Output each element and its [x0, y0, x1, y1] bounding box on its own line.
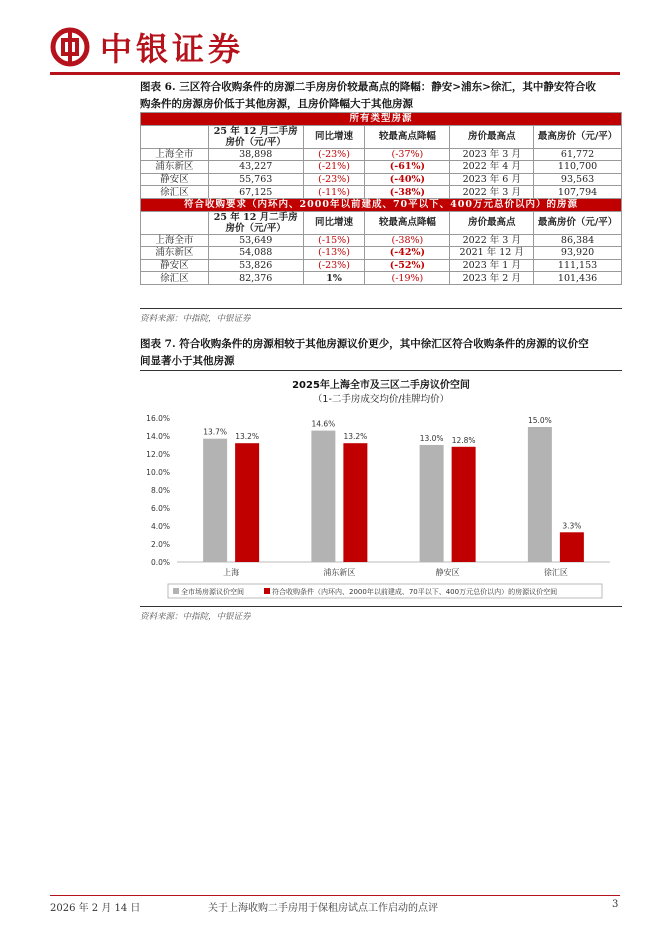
data-label: 12.8% [451, 435, 476, 445]
cell-drop: (-37%) [365, 148, 450, 161]
data-label: 13.2% [343, 432, 368, 442]
cell-yoy: (-11%) [303, 186, 365, 199]
chart-svg [140, 370, 622, 605]
bar-eligible-listings [560, 532, 584, 562]
data-label: 13.0% [419, 434, 444, 443]
cell-yoy: (-13%) [303, 247, 365, 260]
cell-area: 徐汇区 [141, 272, 209, 285]
cell-max: 110,700 [534, 161, 622, 174]
table-row [141, 247, 622, 260]
col-header-drop: 较最高点降幅 [365, 125, 450, 148]
cell-max: 61,772 [534, 148, 622, 161]
cell-drop: (-40%) [365, 173, 450, 186]
figure6-table-wrap [140, 112, 622, 285]
cell-peak: 2023 年 6 月 [450, 173, 534, 186]
figure7-bottom-rule [140, 606, 622, 607]
cell-price: 53,649 [208, 234, 303, 247]
y-tick-label: 0.0% [150, 558, 170, 567]
y-tick-label: 2.0% [150, 540, 170, 549]
cell-area: 静安区 [141, 173, 209, 186]
y-tick-label: 10.0% [146, 468, 170, 477]
col-header-price-line2: 房价（元/平） [225, 222, 286, 234]
bar-eligible-listings [235, 443, 259, 562]
column-header-row [141, 211, 622, 234]
footer-doc-title: 关于上海收购二手房用于保租房试点工作启动的点评 [208, 903, 438, 914]
bank-logo-icon [50, 27, 90, 67]
cell-max: 107,794 [534, 186, 622, 199]
cell-peak: 2023 年 2 月 [450, 272, 534, 285]
cell-drop: (-38%) [365, 234, 450, 247]
cell-drop: (-19%) [365, 272, 450, 285]
cell-drop: (-61%) [365, 161, 450, 174]
section-header: 所有类型房源 [141, 113, 622, 126]
cell-area: 上海全市 [141, 234, 209, 247]
cell-drop: (-42%) [365, 247, 450, 260]
cell-peak: 2023 年 3 月 [450, 148, 534, 161]
figure6-source: 资料来源：中指院，中银证券 [140, 314, 251, 324]
col-header-price-line2: 房价（元/平） [225, 136, 286, 148]
cell-drop: (-52%) [365, 259, 450, 272]
cell-price: 54,088 [208, 247, 303, 260]
x-tick-label: 上海 [223, 568, 240, 577]
figure6-bottom-rule [140, 308, 622, 309]
table-row [141, 148, 622, 161]
cell-yoy: (-23%) [303, 259, 365, 272]
cell-price: 67,125 [208, 186, 303, 199]
cell-peak: 2022 年 4 月 [450, 161, 534, 174]
cell-yoy: (-15%) [303, 234, 365, 247]
cell-price: 38,898 [208, 148, 303, 161]
col-header-price-line1: 25 年 12 月二手房 [213, 125, 298, 137]
brand-name: 中银证券 [100, 30, 245, 68]
cell-area: 浦东新区 [141, 247, 209, 260]
data-label: 15.0% [527, 416, 552, 425]
cell-peak: 2023 年 1 月 [450, 259, 534, 272]
figure6-title-line1: 图表 6. 三区符合收购条件的房源二手房房价较最高点的降幅：静安>浦东>徐汇，其中静安符合收 [140, 81, 596, 93]
footer-rule [50, 895, 620, 896]
cell-max: 101,436 [534, 272, 622, 285]
x-tick-label: 徐汇区 [543, 568, 568, 577]
cell-price: 55,763 [208, 173, 303, 186]
y-tick-label: 12.0% [146, 450, 170, 459]
header-rule [50, 72, 620, 75]
figure6-title [140, 79, 622, 113]
table-row [141, 234, 622, 247]
bar-all-listings [528, 427, 552, 562]
cell-max: 93,920 [534, 247, 622, 260]
figure7-title [140, 336, 622, 370]
col-header-area [141, 211, 209, 234]
col-header-max: 最高房价（元/平） [534, 211, 622, 234]
chart-subtitle: （1-二手房成交均价/挂牌均价） [312, 394, 450, 405]
y-tick-label: 16.0% [146, 414, 170, 423]
col-header-max: 最高房价（元/平） [534, 125, 622, 148]
cell-price: 82,376 [208, 272, 303, 285]
cell-price: 53,826 [208, 259, 303, 272]
cell-peak: 2022 年 3 月 [450, 186, 534, 199]
col-header-yoy: 同比增速 [303, 125, 365, 148]
bar-eligible-listings [452, 447, 476, 562]
y-tick-label: 6.0% [150, 504, 170, 513]
cell-yoy: (-23%) [303, 173, 365, 186]
col-header-price-line1: 25 年 12 月二手房 [213, 211, 298, 223]
bar-all-listings [311, 431, 335, 562]
col-header-price [208, 211, 303, 234]
bar-eligible-listings [343, 443, 367, 562]
cell-peak: 2021 年 12 月 [450, 247, 534, 260]
figure7-title-line1: 图表 7. 符合收购条件的房源相较于其他房源议价更少，其中徐汇区符合收购条件的房源的议价空 [140, 338, 589, 350]
data-label: 3.3% [562, 521, 582, 531]
table-row [141, 259, 622, 272]
chart-title: 2025年上海全市及三区二手房议价空间 [292, 380, 470, 391]
data-label: 14.6% [311, 419, 336, 429]
cell-max: 93,563 [534, 173, 622, 186]
table-row [141, 272, 622, 285]
cell-area: 上海全市 [141, 148, 209, 161]
col-header-price [208, 125, 303, 148]
cell-area: 徐汇区 [141, 186, 209, 199]
figure7-source: 资料来源：中指院，中银证券 [140, 612, 251, 622]
cell-drop: (-38%) [365, 186, 450, 199]
figure6-title-line2: 购条件的房源房价低于其他房源，且房价降幅大于其他房源 [140, 98, 413, 110]
y-tick-label: 14.0% [146, 432, 170, 441]
data-label: 13.7% [203, 427, 228, 437]
cell-area: 静安区 [141, 259, 209, 272]
cell-yoy: 1% [303, 272, 365, 285]
section-header: 符合收购要求（内环内、2000年以前建成、70平以下、400万元总价以内）的房源 [141, 198, 622, 211]
cell-max: 111,153 [534, 259, 622, 272]
brand-logo [50, 26, 244, 68]
col-header-peak: 房价最高点 [450, 211, 534, 234]
table-row [141, 186, 622, 199]
column-header-row [141, 125, 622, 148]
section-row [141, 113, 622, 126]
cell-yoy: (-23%) [303, 148, 365, 161]
bar-all-listings [420, 445, 444, 562]
cell-price: 43,227 [208, 161, 303, 174]
cell-area: 浦东新区 [141, 161, 209, 174]
legend-swatch-eligible [264, 588, 270, 594]
table-row [141, 173, 622, 186]
section-row [141, 198, 622, 211]
y-tick-label: 4.0% [150, 522, 170, 531]
data-label: 13.2% [235, 432, 260, 442]
col-header-area [141, 125, 209, 148]
y-tick-label: 8.0% [150, 486, 170, 495]
bar-all-listings [203, 439, 227, 562]
cell-yoy: (-21%) [303, 161, 365, 174]
legend-label-all: 全市场房源议价空间 [181, 588, 244, 596]
table-row [141, 161, 622, 174]
col-header-yoy: 同比增速 [303, 211, 365, 234]
cell-peak: 2022 年 3 月 [450, 234, 534, 247]
price-table [140, 112, 622, 285]
x-tick-label: 浦东新区 [323, 568, 356, 577]
legend-label-eligible: 符合收购条件（内环内、2000年以前建成、70平以下、400万元总价以内）的房源议价空间 [272, 588, 558, 596]
x-tick-label: 静安区 [435, 568, 460, 577]
col-header-peak: 房价最高点 [450, 125, 534, 148]
footer-page-number: 3 [612, 899, 619, 910]
figure7-title-line2: 间显著小于其他房源 [140, 355, 235, 367]
col-header-drop: 较最高点降幅 [365, 211, 450, 234]
legend-swatch-all [173, 588, 179, 594]
footer-date: 2026 年 2 月 14 日 [50, 903, 141, 914]
cell-max: 86,384 [534, 234, 622, 247]
negotiation-chart [140, 370, 622, 605]
